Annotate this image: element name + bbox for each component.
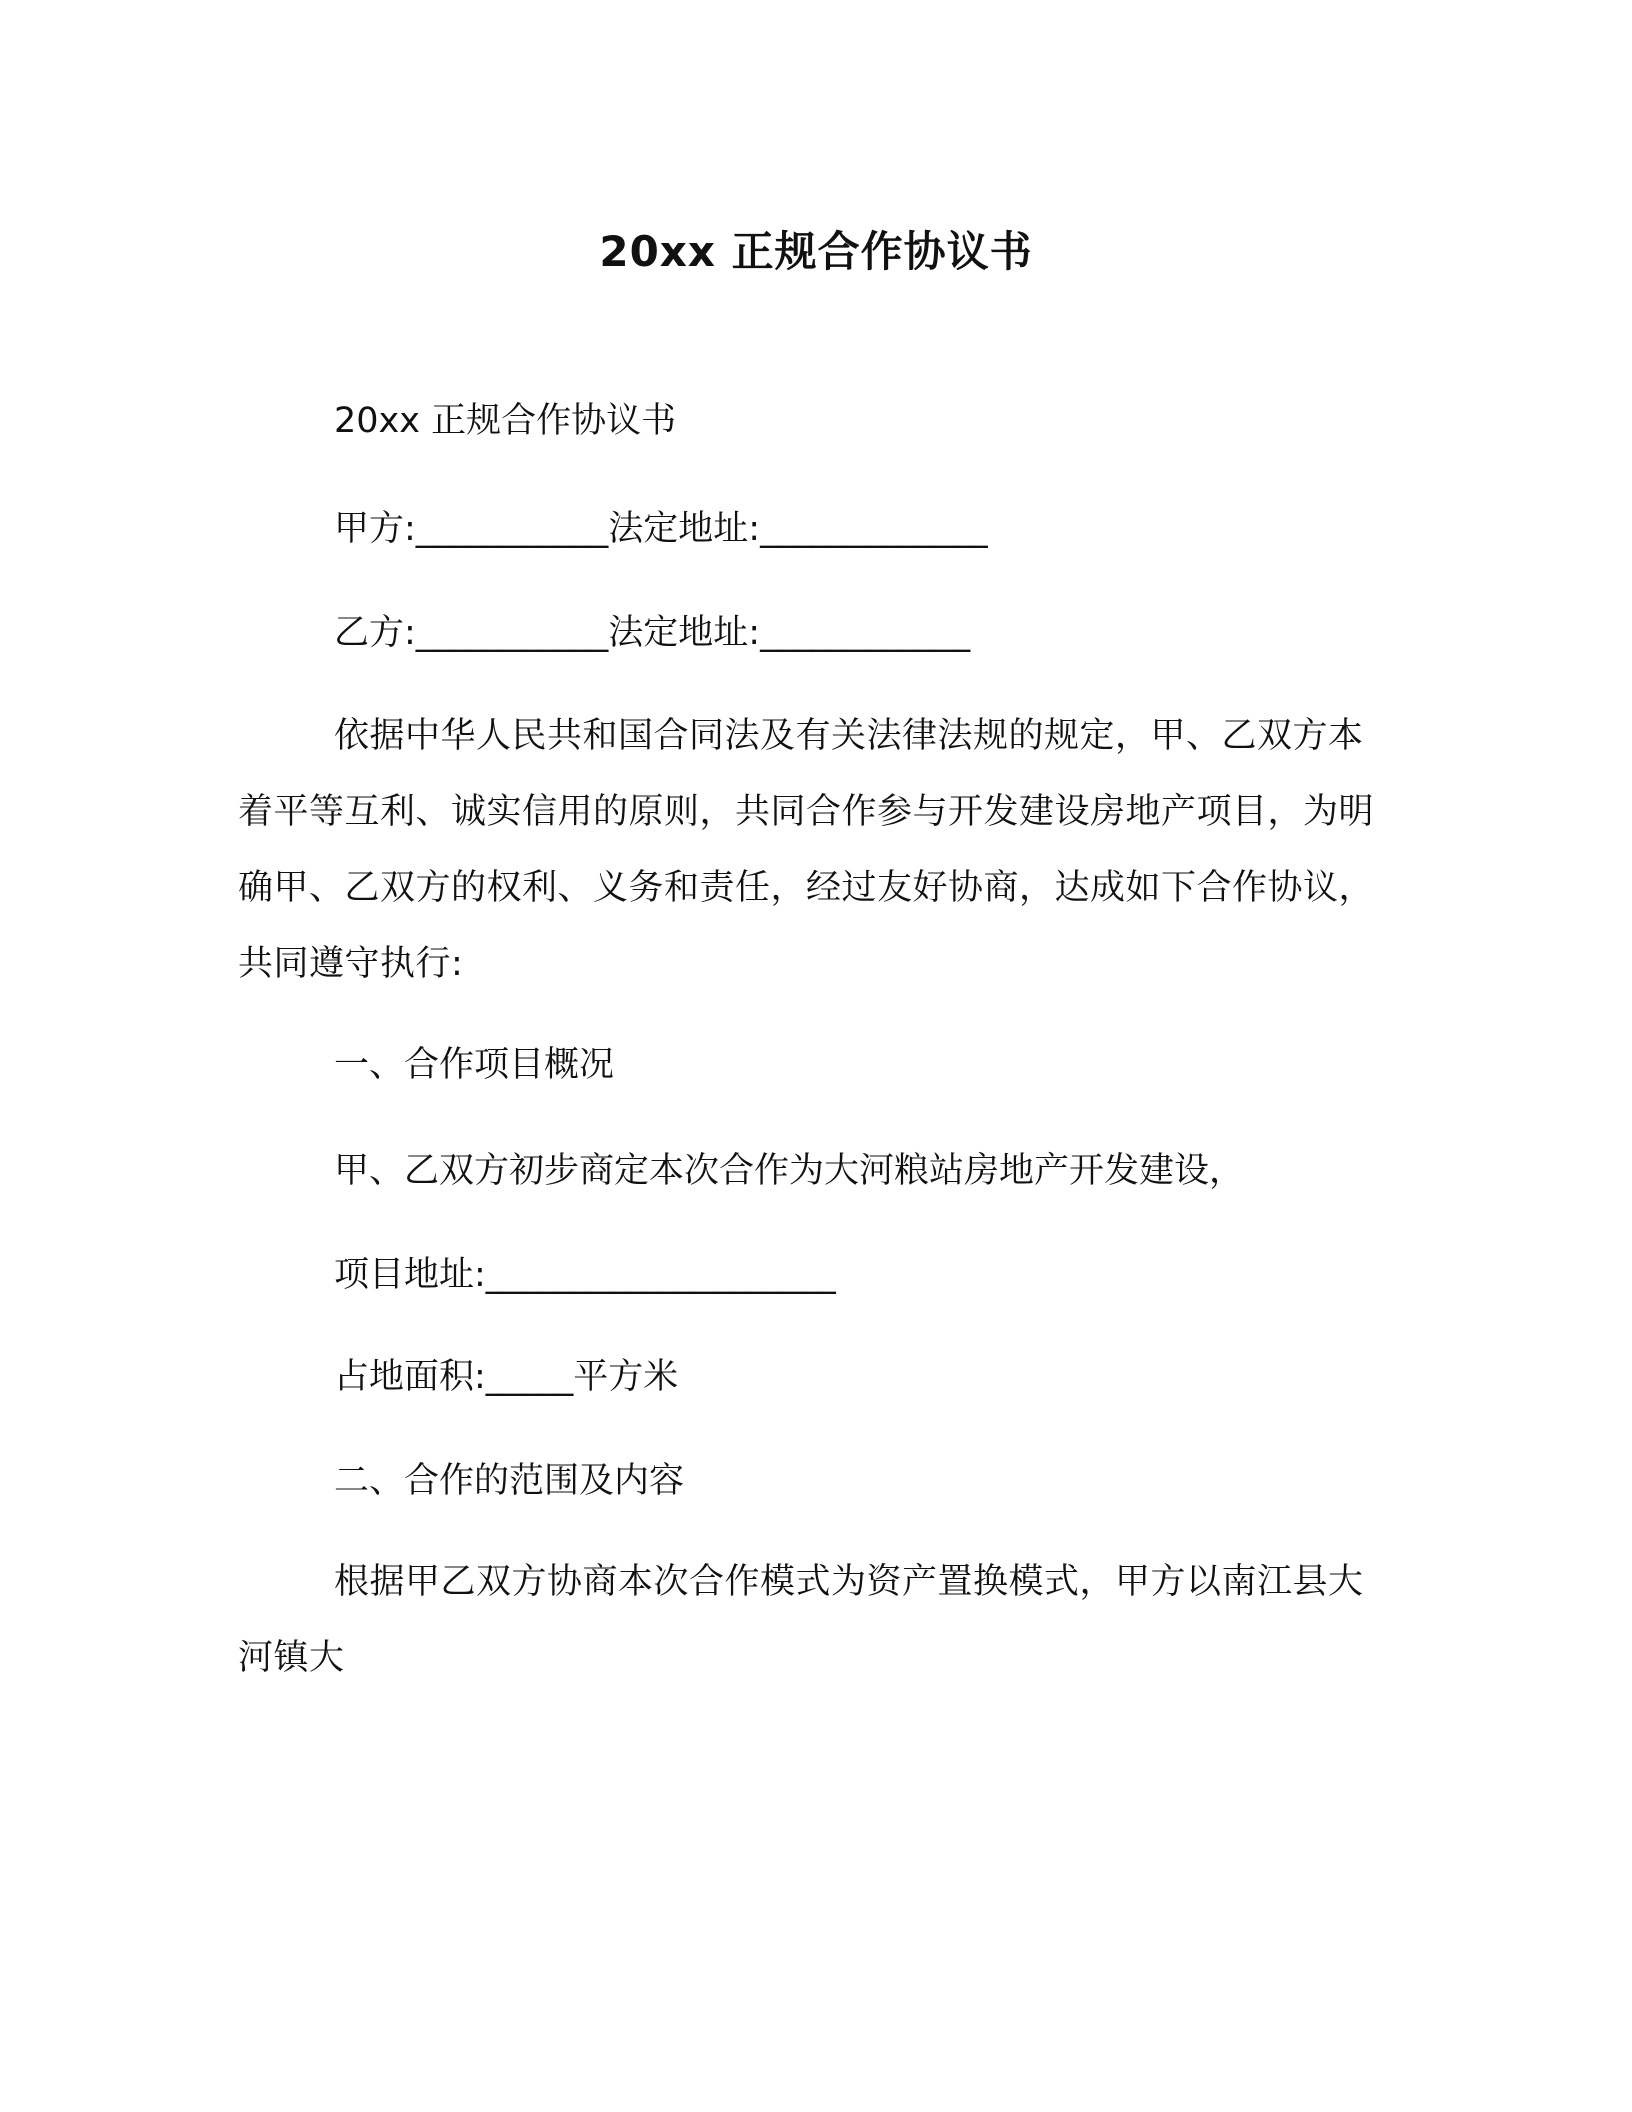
section-1-heading: 一、合作项目概况 (334, 1045, 615, 1085)
section-1-text: 甲、乙双方初步商定本次合作为大河粮站房地产开发建设， (334, 1151, 1245, 1191)
section-2-heading: 二、合作的范围及内容 (334, 1461, 685, 1501)
project-address-line: 项目地址:____________________ (334, 1255, 836, 1295)
land-area-line: 占地面积:_____平方米 (334, 1357, 679, 1397)
document-subtitle: 20xx 正规合作协议书 (334, 401, 677, 441)
section-2-paragraph: 根据甲乙双方协商本次合作模式为资产置换模式，甲方以南江县大河镇大 (238, 1562, 1364, 1678)
preamble-paragraph: 依据中华人民共和国合同法及有关法律法规的规定，甲、乙双方本着平等互利、诚实信用的原则，共同合作参与开发建设房地产项目，为明确甲、乙双方的权利、义务和责任，经过友好协商，达成如下合作协议，共同遵守执行: (238, 716, 1375, 984)
party-b-line: 乙方:___________法定地址:____________ (334, 613, 971, 653)
party-a-line: 甲方:___________法定地址:_____________ (334, 509, 988, 549)
document-title: 20xx 正规合作协议书 (599, 227, 1033, 276)
